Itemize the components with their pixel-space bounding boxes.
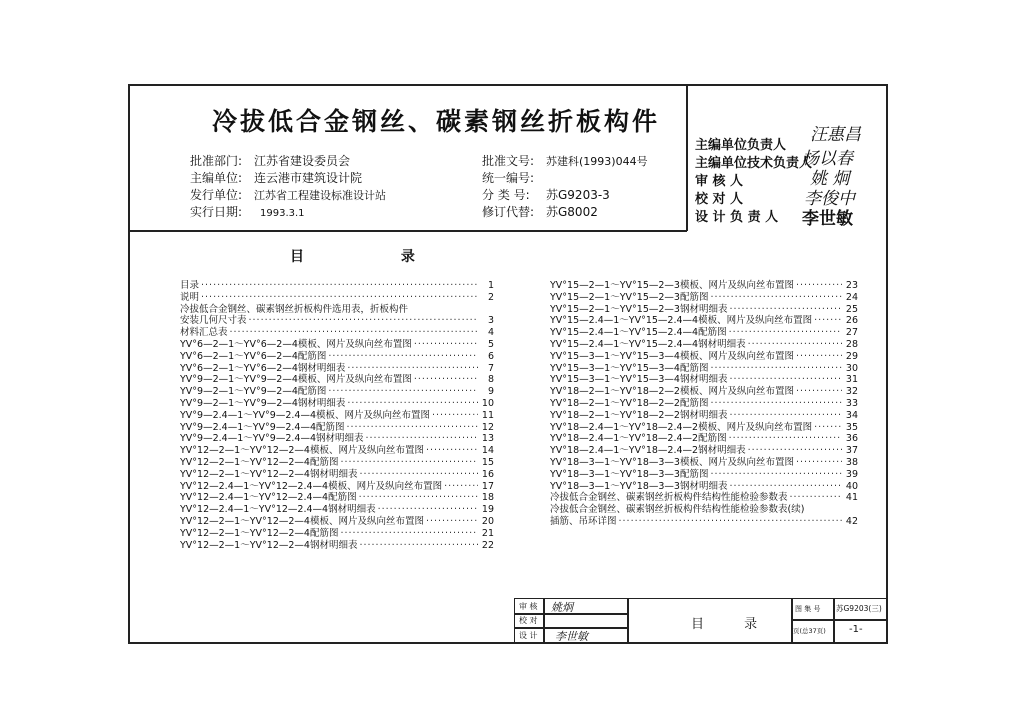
toc-entry (180, 351, 494, 363)
toc-entry (550, 492, 858, 504)
toc-entry (180, 363, 494, 375)
tb-reviewer-sign: 姚炯 (551, 601, 573, 614)
toc-leader-dots (729, 304, 842, 316)
toc-entry (550, 292, 858, 304)
toc-leader-dots (359, 540, 478, 552)
toc-entry-page: 4 (487, 327, 494, 339)
tb-page-no: -1- (849, 624, 863, 635)
toc-title: 目 录 (290, 249, 461, 265)
toc-entry-page: 2 (487, 291, 494, 303)
toc-entry-page: 42 (845, 515, 858, 527)
toc-entry (180, 492, 494, 504)
toc-leader-dots (814, 422, 842, 434)
toc-leader-dots (201, 280, 478, 292)
toc-entry-page: 25 (845, 303, 858, 315)
toc-leader-dots (796, 457, 842, 469)
toc-entry-page: 38 (845, 456, 858, 468)
toc-entry-page: 21 (481, 527, 494, 539)
toc-entry-text: YV°9—2.4—1～YV°9—2.4—4配筋图 (180, 421, 345, 433)
toc-entry (180, 445, 494, 457)
class-row (482, 186, 610, 203)
toc-entry (550, 469, 858, 481)
toc-entry-text: YV°12—2.4—1～YV°12—2.4—4钢材明细表 (180, 504, 376, 516)
toc-entry-page: 9 (487, 386, 494, 398)
title-block-div-1 (543, 599, 545, 643)
toc-entry-page: 28 (845, 338, 858, 350)
toc-entry-text: YV°18—3—1～YV°18—3—3模板、网片及纵向丝布置图 (550, 456, 794, 468)
toc-entry-text: YV°9—2.4—1～YV°9—2.4—4模板、网片及纵向丝布置图 (180, 409, 430, 421)
tb-sheet-title: 目 录 (691, 617, 776, 632)
toc-entry-text: YV°15—2.4—1～YV°15—2.4—4配筋图 (550, 327, 727, 339)
toc-entry (550, 410, 858, 422)
toc-entry-page: 19 (481, 504, 494, 516)
toc-leader-dots (340, 457, 478, 469)
toc-entry-page: 34 (845, 409, 858, 421)
toc-entry-page: 29 (845, 350, 858, 362)
toc-entry-text: 说明 (180, 291, 200, 303)
toc-leader-dots (201, 292, 478, 304)
revision-label: 修订代替: (482, 205, 535, 219)
editor-label: 主编单位: (190, 171, 243, 185)
toc-entry-text: YV°18—2.4—1～YV°18—2.4—2配筋图 (550, 433, 727, 445)
toc-entry-page: 23 (845, 280, 858, 291)
date-row (190, 203, 305, 220)
editor-value: 连云港市建筑设计院 (254, 171, 363, 185)
toc-entry-page: 18 (481, 492, 494, 504)
title-block (514, 598, 888, 644)
toc-leader-dots (796, 351, 842, 363)
toc-entry-page: 14 (481, 445, 494, 457)
toc-entry-page: 35 (845, 421, 858, 433)
toc-entry-text: YV°18—3—1～YV°18—3—3配筋图 (550, 468, 709, 480)
toc-entry-page: 31 (845, 374, 858, 386)
toc-entry (180, 504, 494, 516)
tb-atlas-no: 苏G9203(三) (836, 604, 882, 613)
resp-editor-head: 主编单位负责人 (695, 138, 787, 153)
toc-entry (550, 504, 858, 516)
toc-entry-page: 5 (487, 338, 494, 350)
toc-entry (550, 374, 858, 386)
toc-leader-dots (729, 410, 842, 422)
toc-entry-page: 3 (487, 315, 494, 327)
toc-entry-text: YV°12—2—1～YV°12—2—4配筋图 (180, 527, 339, 539)
publisher-label: 发行单位: (190, 188, 243, 202)
toc-entry-page: 37 (845, 445, 858, 457)
toc-entry-text: YV°6—2—1～YV°6—2—4钢材明细表 (180, 362, 346, 374)
tb-atlas-label: 图 集 号 (795, 605, 821, 613)
toc-entry-text: YV°15—2—1～YV°15—2—3钢材明细表 (550, 303, 728, 315)
toc-leader-dots (328, 386, 478, 398)
toc-entry-text: YV°12—2.4—1～YV°12—2.4—4模板、网片及纵向丝布置图 (180, 480, 443, 492)
title-block-row-r (791, 619, 887, 621)
toc-entry (550, 516, 858, 528)
toc-entry (550, 386, 858, 398)
toc-entry-text: YV°18—2.4—1～YV°18—2.4—2模板、网片及纵向丝布置图 (550, 421, 813, 433)
page-title: 冷拔低合金钢丝、碳素钢丝折板构件 (212, 107, 661, 136)
signature-reviewer: 姚 炯 (810, 169, 850, 189)
approver-label: 批准部门: (190, 154, 243, 168)
toc-entry (180, 386, 494, 398)
toc-entry-text: YV°9—2—1～YV°9—2—4配筋图 (180, 386, 327, 398)
toc-entry (550, 304, 858, 316)
revision-row (482, 203, 598, 220)
toc-leader-dots (340, 528, 478, 540)
toc-leader-dots (378, 504, 478, 516)
unified-row (482, 169, 546, 186)
toc-leader-dots (347, 363, 478, 375)
toc-entry (550, 363, 858, 375)
toc-entry-text: YV°18—2—1～YV°18—2—2钢材明细表 (550, 409, 728, 421)
toc-leader-dots (347, 422, 479, 434)
toc-entry (180, 540, 494, 552)
toc-entry (550, 327, 858, 339)
toc-entry-text: YV°18—3—1～YV°18—3—3钢材明细表 (550, 480, 728, 492)
tb-page-label: 页(总37页) (793, 627, 826, 635)
toc-leader-dots (710, 398, 842, 410)
header-divider (130, 230, 687, 232)
class-label: 分 类 号: (482, 188, 530, 202)
toc-entry-page: 11 (481, 409, 494, 421)
resp-reviewer: 审 核 人 (695, 174, 744, 189)
toc-leader-dots (814, 315, 842, 327)
toc-entry-text: YV°12—2—1～YV°12—2—4模板、网片及纵向丝布置图 (180, 515, 424, 527)
toc-entry-page: 36 (845, 433, 858, 445)
class-value: 苏G9203-3 (546, 188, 610, 202)
toc-leader-dots (328, 351, 478, 363)
signature-checker: 李俊中 (804, 189, 855, 209)
toc-leader-dots (426, 445, 478, 457)
toc-entry-page: 40 (845, 480, 858, 492)
toc-entry (550, 457, 858, 469)
toc-entry (550, 445, 858, 457)
toc-entry-text: YV°12—2—1～YV°12—2—4钢材明细表 (180, 539, 358, 551)
toc-leader-dots (729, 327, 842, 339)
toc-entry (550, 351, 858, 363)
date-value: 1993.3.1 (260, 208, 305, 219)
toc-leader-dots (432, 410, 478, 422)
tb-checker-label: 校 对 (519, 616, 538, 625)
toc-entry-page: 6 (487, 350, 494, 362)
signature-designer: 李世敏 (802, 209, 853, 229)
toc-leader-dots (366, 433, 479, 445)
toc-entry-page: 17 (481, 480, 494, 492)
toc-entry-text: YV°15—3—1～YV°15—3—4模板、网片及纵向丝布置图 (550, 350, 794, 362)
toc-entry-text: 材料汇总表 (180, 327, 228, 339)
toc-entry-text: 冷拔低合金钢丝、碳素钢丝折板构件结构性能检验参数表 (550, 492, 788, 504)
toc-entry (180, 398, 494, 410)
toc-entry (180, 457, 494, 469)
toc-leader-dots (359, 492, 478, 504)
toc-entry-page: 22 (481, 539, 494, 551)
tb-designer-label: 设 计 (519, 631, 538, 640)
toc-entry-page: 20 (481, 515, 494, 527)
toc-leader-dots (230, 327, 478, 339)
toc-entry-page: 7 (487, 362, 494, 374)
toc-entry (180, 433, 494, 445)
toc-right-column (550, 280, 858, 528)
doc-no-label: 批准文号: (482, 154, 535, 168)
date-label: 实行日期: (190, 205, 243, 219)
toc-entry-page: 32 (845, 386, 858, 398)
toc-leader-dots (729, 481, 842, 493)
publisher-row (190, 186, 386, 203)
toc-leader-dots (710, 469, 842, 481)
toc-entry (180, 469, 494, 481)
doc-no-row (482, 152, 648, 169)
toc-entry (180, 410, 494, 422)
toc-entry-text: YV°9—2.4—1～YV°9—2.4—4钢材明细表 (180, 433, 364, 445)
toc-entry-text: YV°15—3—1～YV°15—3—4钢材明细表 (550, 374, 728, 386)
toc-entry-text: YV°15—2.4—1～YV°15—2.4—4钢材明细表 (550, 338, 746, 350)
toc-entry-page: 13 (481, 433, 494, 445)
toc-entry (180, 304, 494, 316)
toc-leader-dots (796, 280, 842, 292)
toc-entry-text: YV°6—2—1～YV°6—2—4配筋图 (180, 350, 327, 362)
toc-entry (180, 374, 494, 386)
toc-entry (550, 280, 858, 292)
toc-entry-text: YV°18—2—1～YV°18—2—2模板、网片及纵向丝布置图 (550, 386, 794, 398)
toc-leader-dots (748, 339, 842, 351)
header-right-divider (686, 86, 688, 231)
toc-entry (180, 280, 494, 292)
toc-entry (180, 481, 494, 493)
toc-entry (550, 398, 858, 410)
toc-leader-dots (414, 339, 478, 351)
toc-entry (550, 481, 858, 493)
toc-entry-page: 24 (845, 291, 858, 303)
toc-entry-text: YV°12—2—1～YV°12—2—4钢材明细表 (180, 468, 358, 480)
toc-entry-text: 目录 (180, 280, 200, 291)
resp-designer: 设 计 负 责 人 (695, 210, 779, 225)
revision-value: 苏G8002 (546, 205, 598, 219)
editor-row (190, 169, 362, 186)
drawing-sheet (128, 84, 888, 644)
toc-entry (180, 422, 494, 434)
toc-entry-text: 冷拔低合金钢丝、碳素钢丝折板构件结构性能检验参数表(续) (550, 504, 805, 516)
toc-entry-page: 26 (845, 315, 858, 327)
toc-entry-page: 8 (487, 374, 494, 386)
toc-entry (550, 339, 858, 351)
toc-entry-text: YV°18—2.4—1～YV°18—2.4—2钢材明细表 (550, 445, 746, 457)
approver-value: 江苏省建设委员会 (254, 154, 351, 168)
toc-entry-text: YV°15—2.4—1～YV°15—2.4—4模板、网片及纵向丝布置图 (550, 315, 813, 327)
tb-designer-sign: 李世敏 (555, 630, 588, 643)
toc-entry-text: YV°18—2—1～YV°18—2—2配筋图 (550, 397, 709, 409)
tb-reviewer-label: 审 核 (519, 602, 538, 611)
toc-entry-text: YV°15—3—1～YV°15—3—4配筋图 (550, 362, 709, 374)
toc-entry-page: 41 (845, 492, 858, 504)
toc-entry-text: YV°12—2—1～YV°12—2—4配筋图 (180, 456, 339, 468)
doc-no-value: 苏建科(1993)044号 (546, 155, 648, 168)
toc-entry (180, 516, 494, 528)
toc-entry-text: 冷拔低合金钢丝、碳素钢丝折板构件选用表，折板构件 (180, 303, 409, 315)
toc-leader-dots (426, 516, 478, 528)
toc-leader-dots (249, 315, 478, 327)
resp-checker: 校 对 人 (695, 192, 744, 207)
title-block-div-4 (833, 599, 835, 643)
toc-entry-page: 33 (845, 397, 858, 409)
toc-leader-dots (359, 469, 478, 481)
toc-leader-dots (710, 363, 842, 375)
toc-entry-page: 39 (845, 468, 858, 480)
toc-leader-dots (347, 398, 478, 410)
toc-entry-text: YV°6—2—1～YV°6—2—4模板、网片及纵向丝布置图 (180, 338, 412, 350)
toc-leader-dots (729, 433, 842, 445)
toc-entry-page: 10 (481, 397, 494, 409)
toc-entry-text: 安装几何尺寸表 (180, 315, 247, 327)
toc-entry (180, 327, 494, 339)
toc-entry-page: 1 (487, 280, 494, 291)
toc-entry-page: 12 (481, 421, 494, 433)
toc-entry-text: YV°12—2.4—1～YV°12—2.4—4配筋图 (180, 492, 357, 504)
unified-label: 统一编号: (482, 171, 535, 185)
toc-entry-text: YV°15—2—1～YV°15—2—3模板、网片及纵向丝布置图 (550, 280, 794, 291)
toc-leader-dots (790, 492, 842, 504)
toc-left-column (180, 280, 494, 551)
toc-entry (180, 339, 494, 351)
toc-entry-page: 27 (845, 327, 858, 339)
toc-entry-text: YV°12—2—1～YV°12—2—4模板、网片及纵向丝布置图 (180, 445, 424, 457)
signature-editor-head: 汪惠昌 (810, 125, 861, 145)
toc-entry-page: 16 (481, 468, 494, 480)
resp-tech-head: 主编单位技术负责人 (695, 156, 813, 171)
toc-entry (550, 433, 858, 445)
title-block-div-3 (791, 599, 793, 643)
toc-leader-dots (748, 445, 842, 457)
toc-entry-text: 插筋、吊环详图 (550, 515, 617, 527)
publisher-value: 江苏省工程建设标准设计站 (254, 189, 386, 202)
toc-leader-dots (796, 386, 842, 398)
title-block-div-2 (627, 599, 629, 643)
approver-row (190, 152, 350, 169)
toc-entry-text: YV°9—2—1～YV°9—2—4钢材明细表 (180, 397, 346, 409)
signature-tech-head: 杨以春 (802, 149, 853, 169)
toc-entry (550, 315, 858, 327)
toc-entry (180, 528, 494, 540)
toc-leader-dots (414, 374, 478, 386)
toc-entry-text: YV°15—2—1～YV°15—2—3配筋图 (550, 291, 709, 303)
toc-leader-dots (729, 374, 842, 386)
toc-entry (180, 292, 494, 304)
toc-entry-page: 15 (481, 456, 494, 468)
toc-entry-text: YV°9—2—1～YV°9—2—4模板、网片及纵向丝布置图 (180, 374, 412, 386)
toc-entry (180, 315, 494, 327)
toc-entry-page: 30 (845, 362, 858, 374)
toc-leader-dots (619, 516, 842, 528)
toc-entry (550, 422, 858, 434)
toc-leader-dots (710, 292, 842, 304)
toc-leader-dots (444, 481, 478, 493)
